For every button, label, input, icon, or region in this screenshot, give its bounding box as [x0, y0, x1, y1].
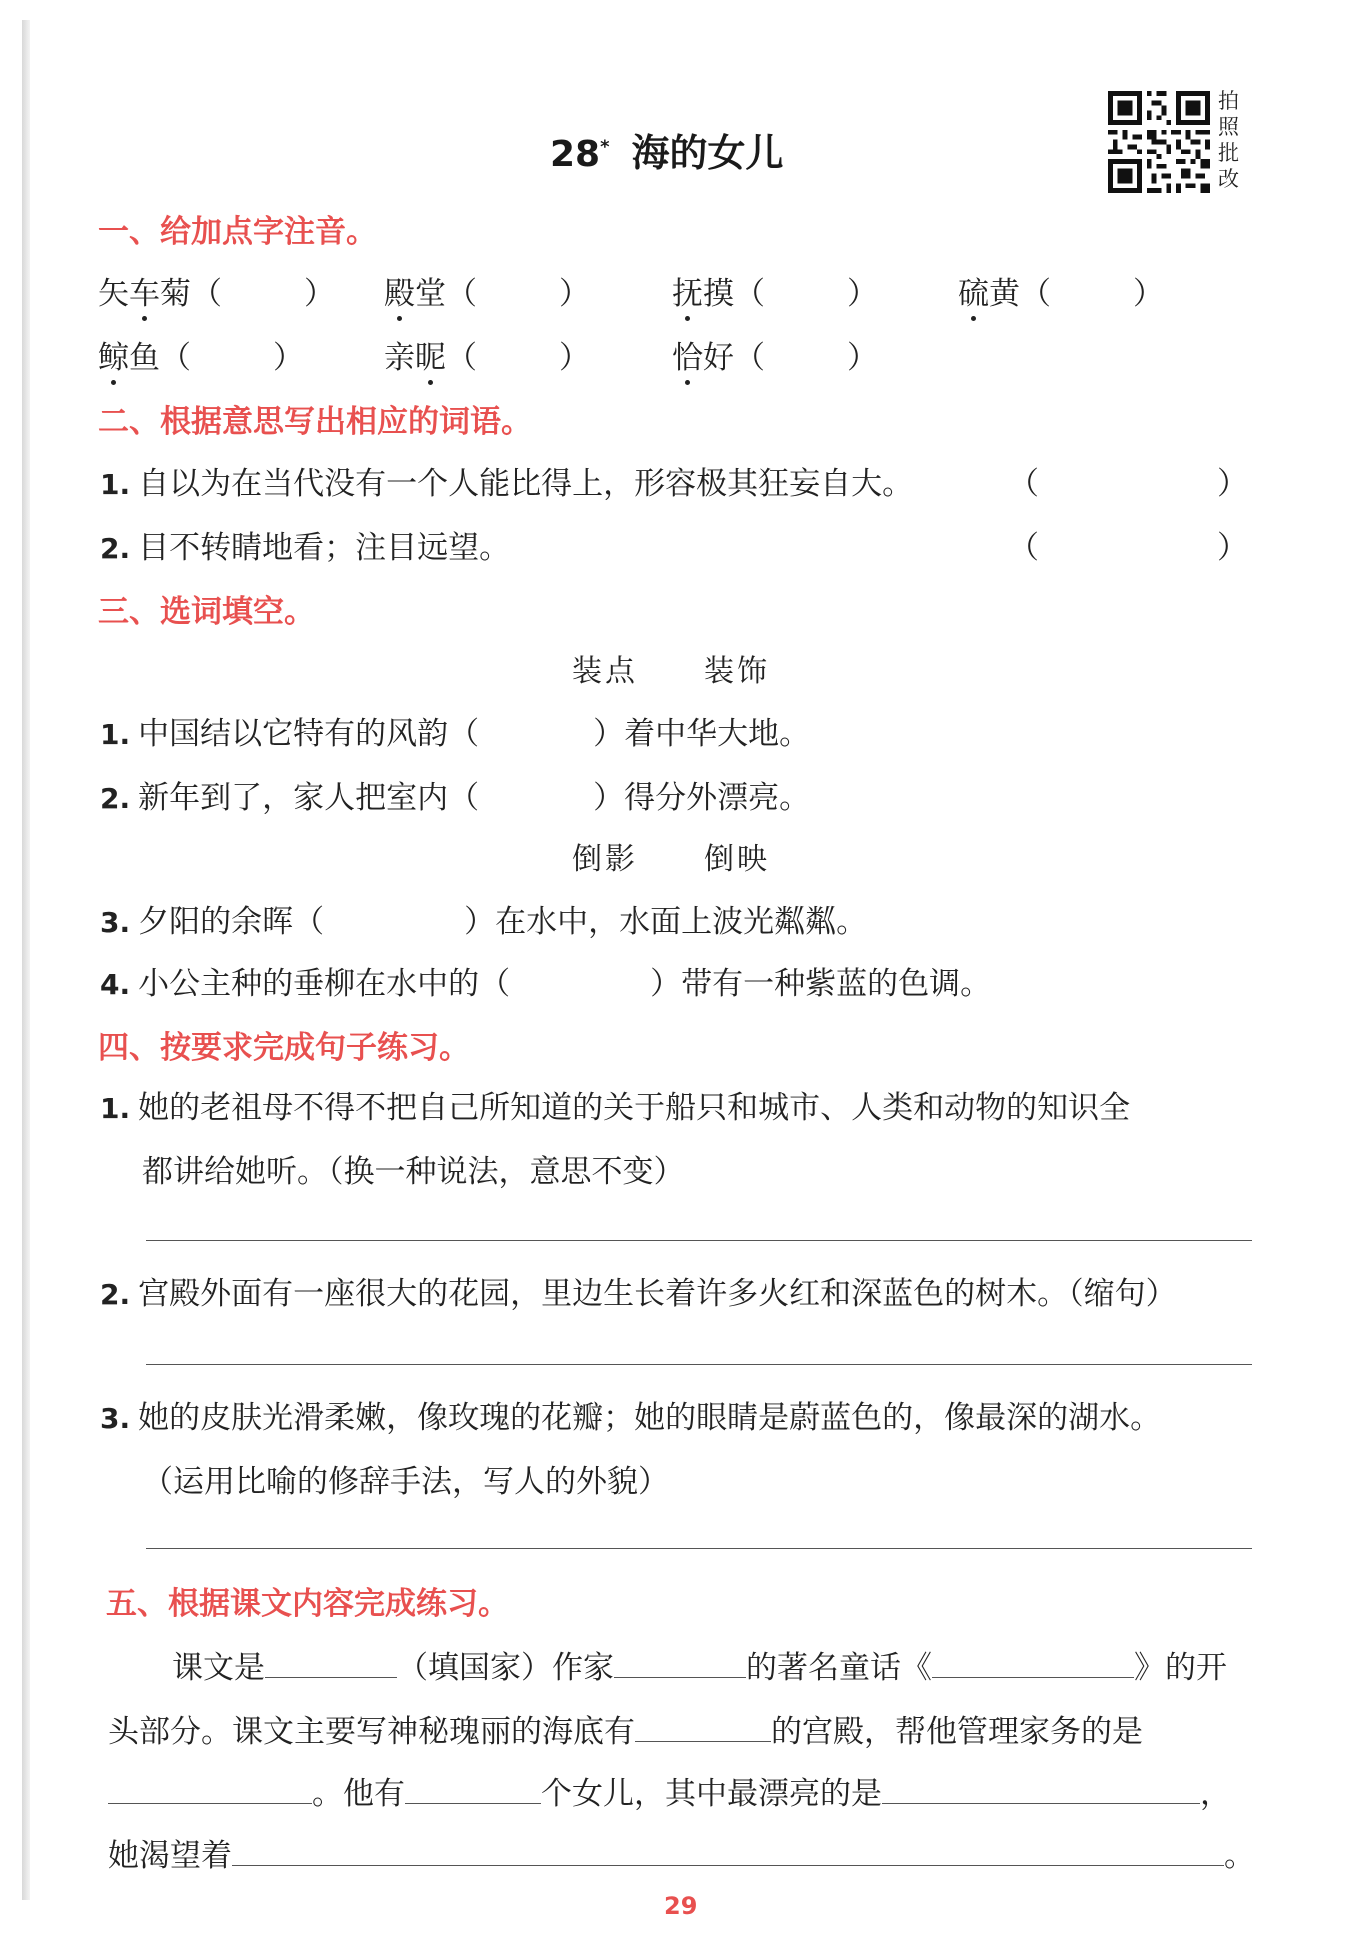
section2-answer-2[interactable]: （ ） [1008, 530, 1248, 566]
pinyin-item-4: 硫黄（ ） [958, 268, 1164, 313]
section5-line-3: 。他有 个女儿，其中最漂亮的是 ， [108, 1768, 1231, 1813]
section4-item-1-cont: 都讲给她听。（换一种说法，意思不变） [142, 1154, 685, 1190]
section5-line-4: 她渴望着 。 [108, 1830, 1255, 1875]
section4-title: 四、按要求完成句子练习。 [98, 1030, 470, 1066]
section2-item-1: 1. 自以为在当代没有一个人能比得上，形容极其狂妄自大。 [100, 466, 914, 502]
lesson-title [550, 122, 784, 177]
answer-line-4-1[interactable] [146, 1240, 1252, 1241]
qr-caption: 拍照批改 [1218, 89, 1239, 191]
section5-title: 五、根据课文内容完成练习。 [106, 1586, 509, 1622]
section4-item-3-cont: （运用比喻的修辞手法，写人的外貌） [142, 1464, 669, 1500]
page-number: 29 [664, 1892, 698, 1920]
section4-item-1: 1. 她的老祖母不得不把自己所知道的关于船只和城市、人类和动物的知识全 [100, 1090, 1131, 1126]
pinyin-item-7: 恰好（ ） [672, 332, 878, 377]
section5-line-1: 课文是 （填国家）作家 的著名童话《 》的开 [172, 1642, 1227, 1687]
section5-line-2: 头部分。课文主要写神秘瑰丽的海底有 的宫殿，帮他管理家务的是 [108, 1706, 1143, 1751]
section2-answer-1[interactable]: （ ） [1008, 466, 1248, 502]
qr-code-icon[interactable] [1108, 90, 1210, 194]
pinyin-item-1: 矢车菊（ ） [98, 268, 335, 313]
section3-item-3: 3. 夕阳的余晖（ ）在水中，水面上波光粼粼。 [100, 904, 868, 940]
answer-line-4-3[interactable] [146, 1548, 1252, 1549]
blank-story[interactable] [932, 1647, 1134, 1678]
answer-line-4-2[interactable] [146, 1364, 1252, 1365]
section1-title: 一、给加点字注音。 [98, 214, 377, 250]
section3-item-2: 2. 新年到了，家人把室内（ ）得分外漂亮。 [100, 780, 811, 816]
blank-prettiest[interactable] [882, 1773, 1200, 1804]
section4-item-2: 2. 宫殿外面有一座很大的花园，里边生长着许多火红和深蓝色的树木。（缩句） [100, 1276, 1177, 1312]
lesson-number: 28 [550, 134, 601, 175]
pinyin-item-2: 殿堂（ ） [384, 268, 590, 313]
blank-housekeeper[interactable] [108, 1773, 312, 1804]
lesson-name: 海的女儿 [631, 131, 784, 175]
pinyin-item-6: 亲昵（ ） [384, 332, 590, 377]
blank-palace[interactable] [635, 1711, 771, 1742]
page-edge [22, 20, 30, 1900]
pinyin-item-5: 鲸鱼（ ） [98, 332, 304, 377]
section3-title: 三、选词填空。 [98, 594, 315, 630]
blank-author[interactable] [614, 1647, 746, 1678]
lesson-mark: * [600, 136, 610, 158]
section4-item-3: 3. 她的皮肤光滑柔嫩，像玫瑰的花瓣；她的眼睛是蔚蓝色的，像最深的湖水。 [100, 1400, 1162, 1436]
blank-longing[interactable] [232, 1835, 1224, 1866]
section2-item-2: 2. 目不转睛地看；注目远望。 [100, 530, 511, 566]
word-options-a: 装点 装饰 [572, 654, 770, 689]
word-options-b: 倒影 倒映 [572, 842, 770, 877]
section2-title: 二、根据意思写出相应的词语。 [98, 404, 532, 440]
section3-item-4: 4. 小公主种的垂柳在水中的（ ）带有一种紫蓝的色调。 [100, 966, 992, 1002]
blank-country[interactable] [265, 1647, 397, 1678]
blank-count[interactable] [405, 1773, 541, 1804]
section3-item-1: 1. 中国结以它特有的风韵（ ）着中华大地。 [100, 716, 811, 752]
pinyin-item-3: 抚摸（ ） [672, 268, 878, 313]
